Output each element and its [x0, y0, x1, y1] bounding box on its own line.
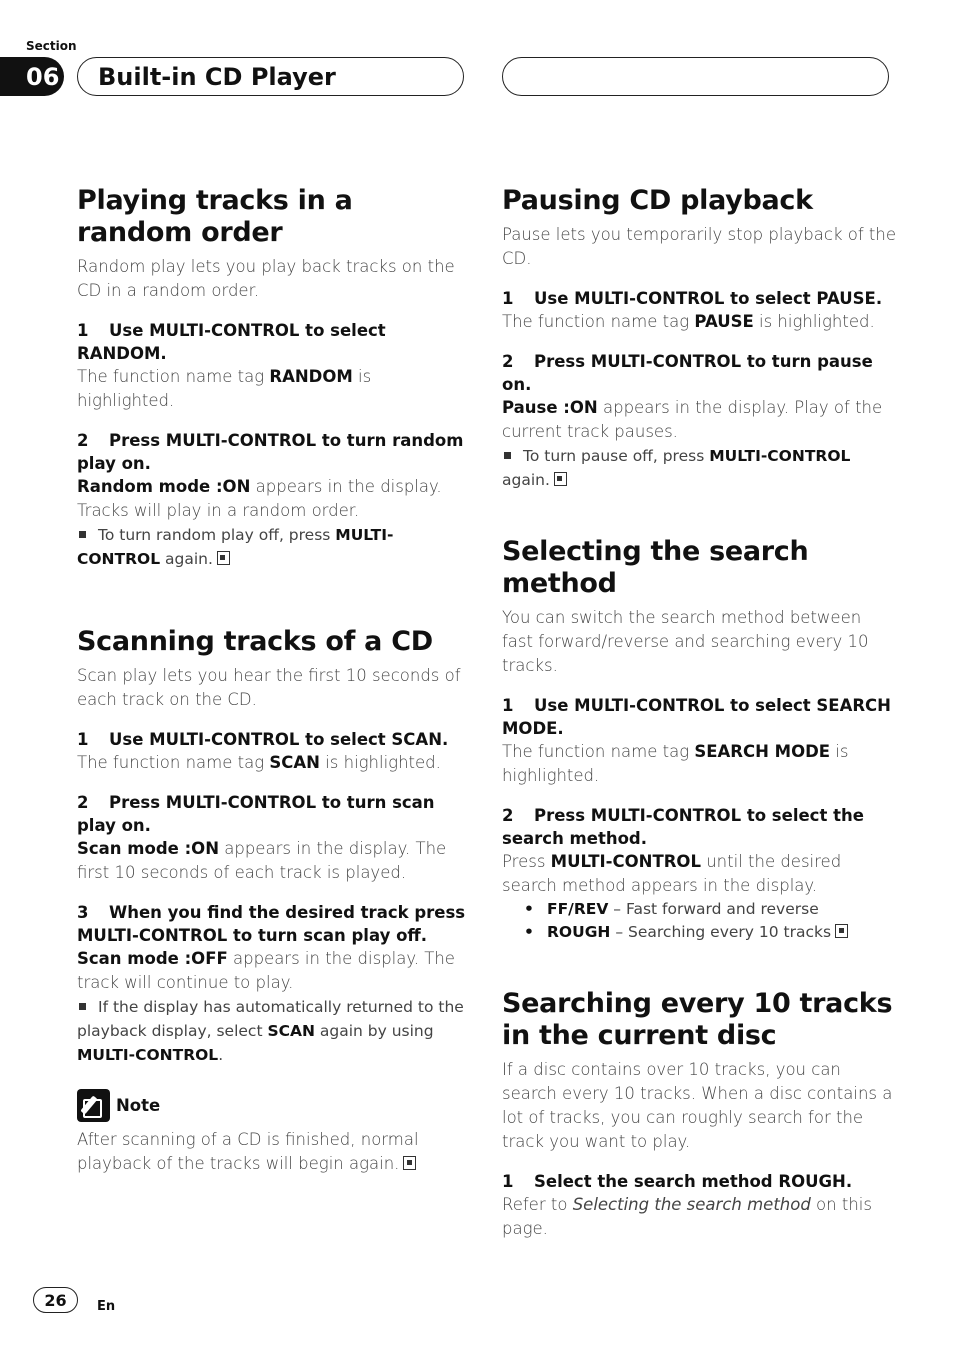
pause-tip — [502, 444, 897, 492]
random-tip — [77, 523, 469, 571]
chapter-title — [77, 57, 464, 96]
scan-step-2-body — [77, 837, 469, 885]
option-desc: – Fast forward and reverse — [608, 900, 819, 918]
end-mark-icon — [217, 551, 230, 565]
every10-heading: Searching every 10 tracks in the current disc — [502, 988, 893, 1051]
body-text: appears in the display. The track will continue to play. — [77, 949, 455, 992]
random-step-1 — [77, 319, 469, 365]
scan-step-1-body — [77, 751, 469, 775]
body-text: appears in the display. The first 10 seconds of each track is played. — [77, 839, 447, 882]
right-column — [502, 185, 897, 1241]
note-text: After scanning of a CD is finished, normal playback of the tracks will begin again. — [77, 1130, 419, 1173]
tip-text: again. — [502, 471, 550, 489]
every10-step-1 — [502, 1170, 897, 1193]
scan-step-1 — [77, 728, 469, 751]
pause-step-2-body — [502, 396, 897, 444]
pause-heading: Pausing CD playback — [502, 185, 813, 216]
pause-step-1-body — [502, 310, 897, 334]
header-empty-pill — [502, 57, 889, 96]
page-number: 26 — [33, 1287, 78, 1313]
pause-step-2 — [502, 350, 897, 396]
step-number: 1 — [77, 730, 89, 749]
scan-intro: Scan play lets you hear the first 10 seconds of each track on the CD. — [77, 666, 461, 709]
step-text: Press MULTI-CONTROL to select the search method. — [502, 806, 864, 848]
step-number: 1 — [502, 696, 514, 715]
cross-reference: Selecting the search method — [572, 1195, 811, 1214]
note-pencil-icon — [77, 1089, 110, 1122]
body-text: is highlighted. — [502, 742, 849, 785]
control-name: MULTI-CONTROL — [77, 526, 394, 568]
step-number: 2 — [77, 431, 89, 450]
tag-name: SCAN — [267, 1022, 315, 1040]
body-text: until the desired search method appears in the display. — [502, 852, 842, 895]
left-column — [77, 185, 469, 1176]
step-text: When you find the desired track press MULTI-CONTROL to turn scan play off. — [77, 903, 466, 945]
display-text: Random mode :ON — [77, 477, 251, 496]
tip-text: . — [218, 1046, 224, 1064]
body-text: The function name tag — [77, 367, 270, 386]
step-text: Press MULTI-CONTROL to turn scan play on. — [77, 793, 435, 835]
search-option-ffrev — [502, 898, 897, 921]
body-text: is highlighted. — [753, 312, 875, 331]
control-name: MULTI-CONTROL — [77, 1046, 219, 1064]
control-name: MULTI-CONTROL — [550, 852, 701, 871]
scan-step-3 — [77, 901, 469, 947]
body-text: is highlighted. — [319, 753, 441, 772]
search-step-2-body — [502, 850, 897, 898]
language-code: En — [97, 1299, 116, 1314]
pause-step-1 — [502, 287, 897, 310]
option-name: FF/REV — [547, 900, 609, 918]
tip-text: again by using — [314, 1022, 434, 1040]
search-heading: Selecting the search method — [502, 536, 809, 599]
square-bullet-icon — [79, 1003, 86, 1010]
scan-step-2 — [77, 791, 469, 837]
every10-intro: If a disc contains over 10 tracks, you can search every 10 tracks. When a disc contains a lot of tracks, you can roughly search for the track you want to play. — [502, 1060, 893, 1151]
note-body — [77, 1128, 469, 1176]
body-text: on this page. — [502, 1195, 872, 1238]
body-text: Press — [502, 852, 551, 871]
random-step-2-body — [77, 475, 469, 523]
tag-name: PAUSE — [694, 312, 754, 331]
body-text: The function name tag — [502, 742, 695, 761]
pause-intro: Pause lets you temporarily stop playback of the CD. — [502, 225, 896, 268]
display-text: Scan mode :OFF — [77, 949, 228, 968]
body-text: appears in the display. Tracks will play in a random order. — [77, 477, 442, 520]
tip-text: If the display has automatically returned to the playback display, select — [77, 998, 464, 1040]
body-text: appears in the display. Play of the current track pauses. — [502, 398, 883, 441]
body-text: The function name tag — [77, 753, 270, 772]
random-step-2 — [77, 429, 469, 475]
note-title: Note — [116, 1096, 161, 1115]
step-text: Use MULTI-CONTROL to select SCAN. — [109, 730, 449, 749]
section-label: Section — [26, 39, 77, 53]
option-name: ROUGH — [547, 923, 611, 941]
square-bullet-icon — [79, 531, 86, 538]
tip-text: To turn random play off, press — [98, 526, 336, 544]
step-text: Use MULTI-CONTROL to select SEARCH MODE. — [502, 696, 891, 738]
option-desc: – Searching every 10 tracks — [610, 923, 832, 941]
chapter-title-text: Built-in CD Player — [98, 62, 336, 91]
step-number: 2 — [502, 806, 514, 825]
step-number: 1 — [77, 321, 89, 340]
search-step-2 — [502, 804, 897, 850]
scan-heading: Scanning tracks of a CD — [77, 626, 433, 657]
step-text: Press MULTI-CONTROL to turn pause on. — [502, 352, 873, 394]
step-number: 1 — [502, 1172, 514, 1191]
body-text: The function name tag — [502, 312, 695, 331]
search-intro: You can switch the search method between fast forward/reverse and searching every 10 tracks. — [502, 608, 869, 675]
random-heading: Playing tracks in a random order — [77, 185, 353, 248]
tag-name: RANDOM — [269, 367, 353, 386]
search-step-1 — [502, 694, 897, 740]
end-mark-icon — [554, 472, 567, 486]
end-mark-icon — [835, 924, 848, 938]
square-bullet-icon — [504, 452, 511, 459]
end-mark-icon — [403, 1156, 416, 1170]
scan-step-3-body — [77, 947, 469, 995]
section-number-badge: 06 — [0, 57, 64, 96]
body-text: is highlighted. — [77, 367, 372, 410]
note-header — [77, 1089, 469, 1122]
tip-text: To turn pause off, press — [523, 447, 710, 465]
step-number: 1 — [502, 289, 514, 308]
every10-step-1-body — [502, 1193, 897, 1241]
step-number: 2 — [77, 793, 89, 812]
scan-tip — [77, 995, 469, 1067]
random-step-1-body — [77, 365, 469, 413]
tag-name: SCAN — [269, 753, 320, 772]
step-text: Select the search method ROUGH. — [534, 1172, 853, 1191]
step-text: Press MULTI-CONTROL to turn random play on. — [77, 431, 464, 473]
body-text: Refer to — [502, 1195, 573, 1214]
step-number: 2 — [502, 352, 514, 371]
tip-text: again. — [160, 550, 213, 568]
tag-name: SEARCH MODE — [694, 742, 831, 761]
control-name: MULTI-CONTROL — [709, 447, 851, 465]
search-option-rough — [502, 921, 897, 944]
display-text: Scan mode :ON — [77, 839, 219, 858]
random-intro: Random play lets you play back tracks on the CD in a random order. — [77, 257, 455, 300]
step-text: Use MULTI-CONTROL to select RANDOM. — [77, 321, 386, 363]
display-text: Pause :ON — [502, 398, 598, 417]
step-number: 3 — [77, 903, 89, 922]
step-text: Use MULTI-CONTROL to select PAUSE. — [534, 289, 883, 308]
search-step-1-body — [502, 740, 897, 788]
